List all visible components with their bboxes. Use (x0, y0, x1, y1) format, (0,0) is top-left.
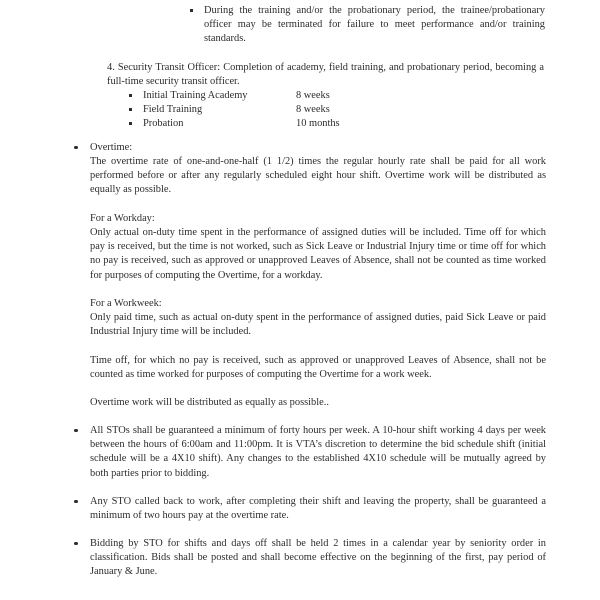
square-bullet-icon (129, 108, 132, 111)
table-cell-label: Probation (143, 118, 184, 129)
round-bullet-icon (74, 429, 78, 433)
list-item-label: Overtime: (90, 142, 133, 153)
square-bullet-icon (129, 122, 132, 125)
table-cell-value: 8 weeks (296, 90, 330, 101)
list-item-label: Bidding by STO for shifts and days off shall be held 2 times in a calendar year by seniority order in classification. Bids shall be posted and shall become effective on the beginning of the first, pay period of January & June. (90, 538, 546, 578)
table-cell-label: Initial Training Academy (143, 90, 248, 101)
list-item-overtime (74, 141, 544, 155)
paragraph-workday-heading: For a Workday: (90, 213, 155, 224)
round-bullet-icon (74, 500, 78, 504)
square-bullet-icon (129, 94, 132, 97)
paragraph-overtime-distribution: Overtime work will be distributed as equally as possible.. (90, 397, 329, 408)
paragraph-workday-body: Only actual on-duty time spent in the performance of assigned duties will be included. Time off for which pay is received, but the time is not worked, such as Sick Leave or Industrial Injury time or time off for which no pay is received, such as approved or unapproved Leaves of Absence, shall not be counted as time worked for purposes of computing the Overtime, for a workday. (90, 227, 546, 281)
table-cell-value: 8 weeks (296, 104, 330, 115)
round-bullet-icon (74, 542, 78, 546)
paragraph-overtime-body: The overtime rate of one-and-one-half (1 1/2) times the regular hourly rate shall be paid for all work performed before or after any regularly scheduled eight hour shift. Overtime work will be distributed as equally as possible. (90, 156, 546, 196)
paragraph-time-off: Time off, for which no pay is received, such as approved or unapproved Leaves of Absence, shall not be counted as time worked for purposes of computing the Overtime for a work week. (90, 355, 546, 381)
list-item-forty-hours (74, 424, 546, 481)
round-bullet-icon (74, 146, 78, 150)
list-item-label: All STOs shall be guaranteed a minimum of forty hours per week. A 10-hour shift working 4 days per week between the hours of 6:00am and 11:00pm. It is VTA’s discretion to determine the bid schedule shift (initial schedule will be a 4X10 shift). Any changes to the established 4X10 schedule will be mutually agreed by both parties prior to bidding. (90, 425, 546, 479)
table-cell-label: Field Training (143, 104, 203, 115)
square-bullet-icon (190, 9, 193, 12)
list-item (190, 4, 545, 47)
list-item-callback (74, 495, 546, 523)
section-heading-4: 4. Security Transit Officer: Completion of academy, field training, and probationary period, becoming a full-time security transit officer. (107, 62, 544, 88)
list-item-label: Any STO called back to work, after completing their shift and leaving the property, shall be guaranteed a minimum of two hours pay at the overtime rate. (90, 496, 546, 522)
table-cell-value: 10 months (296, 118, 340, 129)
list-item-label: During the training and/or the probationary period, the trainee/probationary officer may be terminated for failure to meet performance and/or training standards. (204, 5, 545, 45)
paragraph-workweek-heading: For a Workweek: (90, 298, 162, 309)
paragraph-workweek-body: Only paid time, such as actual on-duty spent in the performance of assigned duties, paid Sick Leave or paid Industrial Injury time will be included. (90, 312, 546, 338)
list-item-bidding (74, 537, 546, 580)
